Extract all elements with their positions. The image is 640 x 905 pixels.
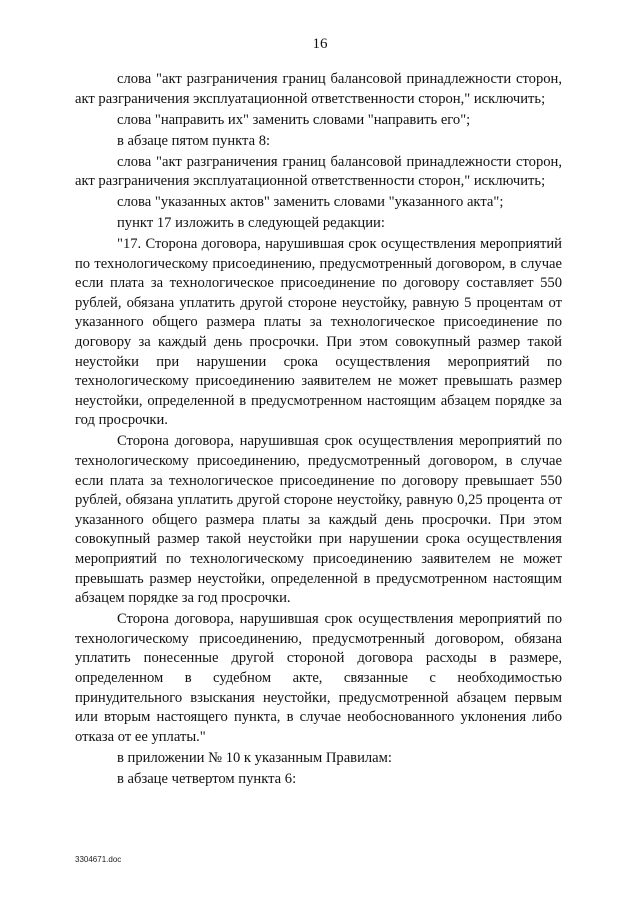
- document-footer: 3304671.doc: [75, 855, 122, 864]
- paragraph-item-17-header: пункт 17 изложить в следующей редакции:: [117, 215, 385, 232]
- paragraph-replace-acts: слова "указанных актов" заменить словами "указанного акта";: [117, 194, 504, 211]
- paragraph-exclude-acts: слова "акт разграничения границ балансовой принадлежности сторон, акт разграничения эксплуатационной ответственности сторон," исключить;: [75, 71, 562, 107]
- document-body: [75, 70, 562, 791]
- page-number: 16: [312, 36, 328, 52]
- paragraph-item-17-part-2: Сторона договора, нарушившая срок осуществления мероприятий по технологическому присоединению, предусмотренный договором, в случае если плата за технологическое присоединение по договору превышает 550 рублей, обязана уплатить другой стороне неустойку, равную 0,25 процента от указанного общего размера платы за каждый день просрочки. При этом совокупный размер такой неустойки при нарушении срока осуществления мероприятий по технологическому присоединению заявителем не может превышать размер неустойки, определенной в предусмотренном настоящим абзацем порядке за год просрочки.: [75, 433, 562, 607]
- paragraph-item-6-header: в абзаце четвертом пункта 6:: [117, 770, 297, 787]
- paragraph-appendix-10: в приложении № 10 к указанным Правилам:: [117, 749, 392, 766]
- paragraph-replace-napravit: слова "направить их" заменить словами "направить его";: [117, 111, 471, 128]
- paragraph-item-8-header: в абзаце пятом пункта 8:: [117, 132, 271, 149]
- paragraph-item-17-part-1: "17. Сторона договора, нарушившая срок осуществления мероприятий по технологическому присоединению, предусмотренный договором, в случае если плата за технологическое присоединение по договору составляет 550 рублей, обязана уплатить другой стороне неустойку, равную 5 процентам от указанного общего размера платы за технологическое присоединение по договору за каждый день просрочки. При этом совокупный размер такой неустойки при нарушении срока осуществления мероприятий по технологическому присоединению заявителем не может превышать размер неустойки, определенной в предусмотренном настоящим абзацем порядке за год просрочки.: [75, 236, 562, 429]
- paragraph-exclude-acts-2: слова "акт разграничения границ балансовой принадлежности сторон, акт разграничения эксплуатационной ответственности сторон," исключить;: [75, 153, 562, 190]
- paragraph-item-17-part-3: Сторона договора, нарушившая срок осуществления мероприятий по технологическому присоединению, предусмотренный договором, обязана уплатить понесенные другой стороной договора расходы в размере, определенном в судебном акте, связанные с необходимостью принудительного взыскания неустойки, предусмотренной абзацем первым или вторым настоящего пункта, в случае необоснованного уклонения либо отказа от ее уплаты.": [75, 611, 562, 745]
